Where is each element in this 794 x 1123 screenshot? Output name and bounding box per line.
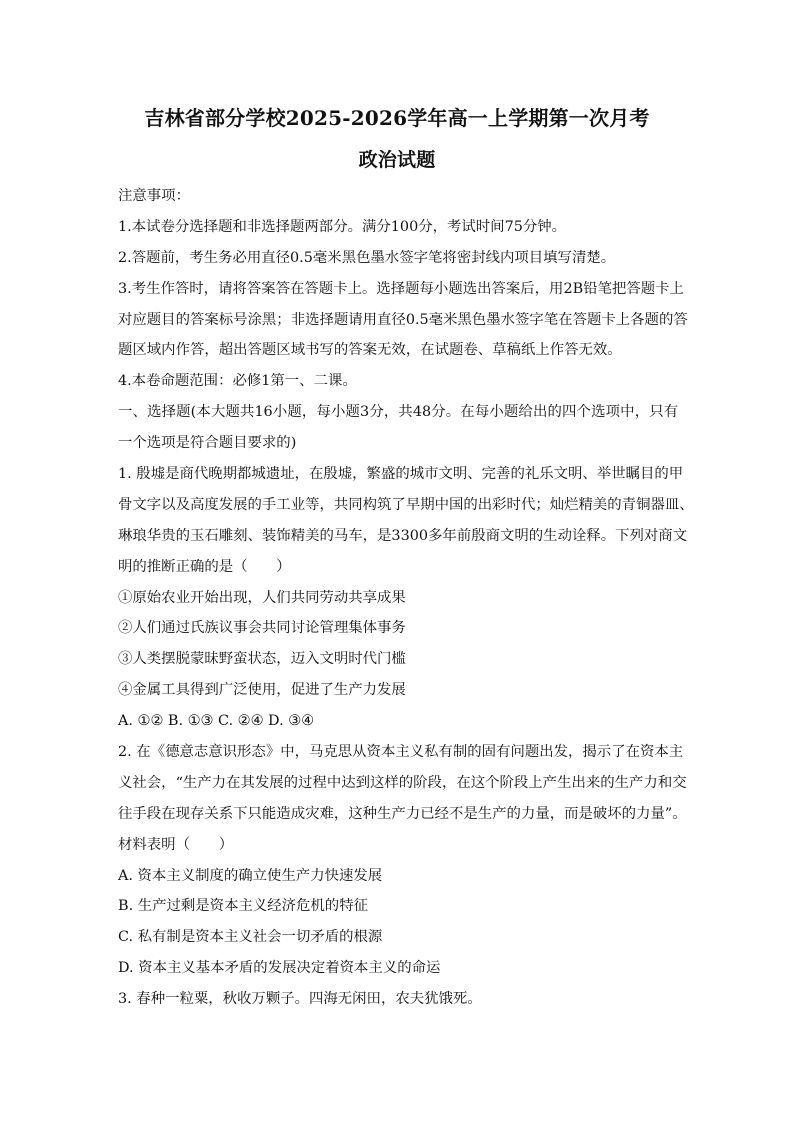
question-1-statement-4: ④金属工具得到广泛使用，促进了生产力发展	[118, 682, 406, 699]
notice-item-2: 2.答题前，考生务必用直径0.5毫米黑色墨水签字笔将密封线内项目填写清楚。	[118, 249, 616, 266]
question-2-option-b: B. 生产过剩是资本主义经济危机的特征	[118, 898, 368, 915]
question-2-option-a: A. 资本主义制度的确立使生产力快速发展	[118, 867, 383, 884]
question-1-line-4: 明的推断正确的是（ ）	[118, 558, 291, 575]
notice-item-3-line-1: 3.考生作答时，请将答案答在答题卡上。选择题每小题选出答案后，用2B铅笔把答题卡上	[118, 280, 684, 297]
question-2-line-3: 往手段在现存关系下只能造成灾难，这种生产力已经不是生产的力量，而是破坏的力量”。	[118, 805, 687, 822]
question-1-line-3: 琳琅华贵的玉石雕刻、装饰精美的马车，是3300多年前殷商文明的生动诠释。下列对商文	[118, 527, 688, 544]
question-2-option-d: D. 资本主义基本矛盾的发展决定着资本主义的命运	[118, 960, 441, 977]
section-heading-line-1: 一、选择题(本大题共16小题，每小题3分，共48分。在每小题给出的四个选项中，只有	[118, 404, 678, 421]
notice-item-3-line-2: 对应题目的答案标号涂黑；非选择题请用直径0.5毫米黑色墨水签字笔在答题卡上各题的答	[118, 311, 688, 328]
question-2-line-4: 材料表明（ ）	[118, 836, 234, 853]
exam-title: 吉林省部分学校2025-2026学年高一上学期第一次月考	[144, 106, 650, 130]
notice-heading: 注意事项：	[118, 188, 190, 204]
notice-item-4: 4.本卷命题范围：必修1第一、二课。	[118, 373, 357, 390]
question-1-statement-1: ①原始农业开始出现，人们共同劳动共享成果	[118, 589, 406, 606]
question-1-statement-3: ③人类摆脱蒙昧野蛮状态，迈入文明时代门槛	[118, 651, 406, 668]
question-3-line-1: 3. 春种一粒粟，秋收万颗子。四海无闲田，农夫犹饿死。	[118, 991, 482, 1008]
notice-item-1: 1.本试卷分选择题和非选择题两部分。满分100分，考试时间75分钟。	[118, 218, 567, 235]
question-2-line-2: 义社会，“生产力在其发展的过程中达到这样的阶段，在这个阶段上产生出来的生产力和交	[118, 774, 687, 791]
notice-item-3-line-3: 题区域内作答，超出答题区域书写的答案无效，在试题卷、草稿纸上作答无效。	[118, 342, 622, 359]
question-1-line-1: 1. 殷墟是商代晚期都城遗址，在殷墟，繁盛的城市文明、完善的礼乐文明、举世瞩目的甲	[118, 466, 684, 483]
exam-body	[118, 186, 694, 1020]
question-1-statement-2: ②人们通过氏族议事会共同讨论管理集体事务	[118, 620, 406, 637]
question-1-options: A. ①② B. ①③ C. ②④ D. ③④	[118, 713, 315, 730]
question-2-option-c: C. 私有制是资本主义社会一切矛盾的根源	[118, 929, 383, 946]
exam-subtitle: 政治试题	[358, 149, 436, 171]
question-2-line-1: 2. 在《德意志意识形态》中，马克思从资本主义私有制的固有问题出发，揭示了在资本主	[118, 744, 684, 761]
section-heading-line-2: 一个选项是符合题目要求的)	[118, 435, 297, 452]
question-1-line-2: 骨文字以及高度发展的手工业等，共同构筑了早期中国的出彩时代；灿烂精美的青铜器皿、	[118, 496, 694, 513]
